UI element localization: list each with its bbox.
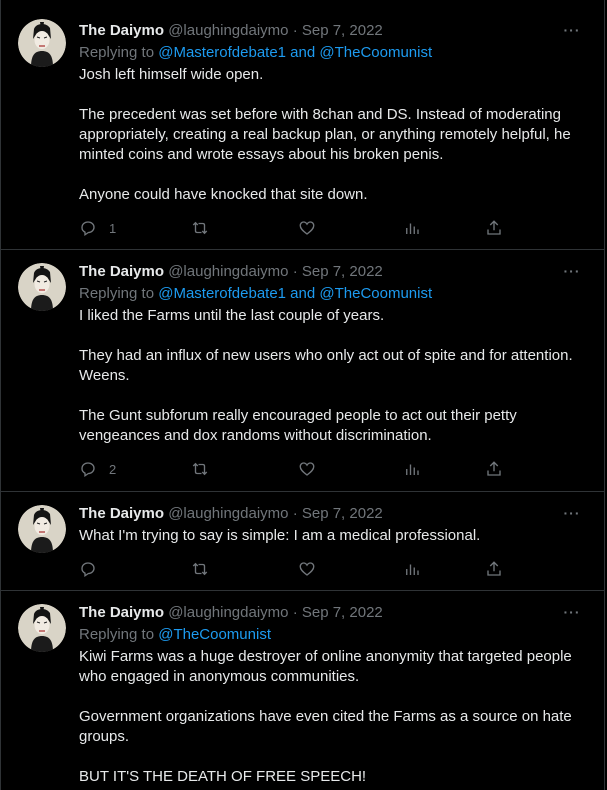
reply-icon (79, 219, 97, 237)
tweet-actions (79, 559, 509, 579)
retweet-button[interactable] (191, 218, 209, 238)
replying-label: Replying to (79, 626, 159, 643)
reply-button[interactable] (79, 559, 109, 579)
tweet[interactable] (0, 491, 605, 591)
user-handle[interactable]: @laughingdaiymo (168, 505, 289, 522)
more-icon[interactable]: ··· (563, 22, 581, 38)
retweet-icon (191, 560, 209, 578)
replying-to (79, 284, 432, 304)
avatar[interactable] (18, 604, 66, 652)
separator: · (292, 604, 298, 621)
tweet-paragraph: Kiwi Farms was a huge destroyer of online anonymity that targeted people who engaged in anonymous communities. (79, 648, 572, 685)
avatar[interactable] (18, 19, 66, 67)
share-icon (485, 560, 503, 578)
tweet[interactable] (0, 590, 605, 790)
timestamp[interactable]: Sep 7, 2022 (301, 604, 383, 621)
user-handle[interactable]: @laughingdaiymo (168, 263, 289, 280)
display-name[interactable]: The Daiymo (79, 22, 165, 39)
tweet-text (79, 526, 589, 546)
tweet-paragraph: The Gunt subforum really encouraged people to act out their petty vengeances and dox randoms without discrimination. (79, 407, 517, 444)
share-button[interactable] (485, 559, 503, 579)
reply-count: 2 (109, 461, 117, 477)
views-icon (403, 560, 421, 578)
user-handle[interactable]: @laughingdaiymo (168, 22, 289, 39)
tweet-header (79, 504, 383, 524)
replying-mentions[interactable]: @Masterofdebate1 and @TheCoomunist (158, 44, 433, 61)
share-icon (485, 460, 503, 478)
replying-mentions[interactable]: @TheCoomunist (158, 626, 271, 643)
views-button[interactable] (403, 218, 421, 238)
retweet-button[interactable] (191, 559, 209, 579)
tweet-paragraph: They had an influx of new users who only act out of spite and for attention. Weens. (79, 347, 573, 384)
tweet-header (79, 21, 383, 41)
tweet-actions (79, 459, 509, 479)
tweet-text (79, 647, 589, 787)
reply-count: 1 (109, 220, 117, 236)
replying-to (79, 625, 271, 645)
display-name[interactable]: The Daiymo (79, 263, 165, 280)
retweet-button[interactable] (191, 459, 209, 479)
retweet-icon (191, 460, 209, 478)
share-icon (485, 219, 503, 237)
retweet-icon (191, 219, 209, 237)
like-button[interactable] (298, 218, 316, 238)
replying-label: Replying to (79, 285, 159, 302)
more-icon[interactable]: ··· (563, 263, 581, 279)
tweet-paragraph: The precedent was set before with 8chan and DS. Instead of moderating appropriately, creating a real backup plan, or anything remotely helpful, he minted coins and wrote essays about his broken penis. (79, 106, 571, 163)
timestamp[interactable]: Sep 7, 2022 (301, 263, 383, 280)
avatar[interactable] (18, 263, 66, 311)
display-name[interactable]: The Daiymo (79, 604, 165, 621)
replying-label: Replying to (79, 44, 159, 61)
reply-button[interactable] (79, 218, 116, 238)
more-icon[interactable]: ··· (563, 604, 581, 620)
user-handle[interactable]: @laughingdaiymo (168, 604, 289, 621)
tweet-text (79, 306, 589, 446)
views-icon (403, 460, 421, 478)
display-name[interactable]: The Daiymo (79, 505, 165, 522)
views-button[interactable] (403, 559, 421, 579)
tweet-paragraph: Anyone could have knocked that site down. (79, 186, 368, 203)
share-button[interactable] (485, 218, 503, 238)
reply-icon (79, 560, 97, 578)
tweet-header (79, 603, 383, 623)
tweet[interactable] (0, 249, 605, 492)
share-button[interactable] (485, 459, 503, 479)
heart-icon (298, 460, 316, 478)
tweet[interactable] (0, 0, 605, 250)
tweet-paragraph: I liked the Farms until the last couple of years. (79, 307, 385, 324)
like-button[interactable] (298, 459, 316, 479)
tweet-paragraph: What I'm trying to say is simple: I am a medical professional. (79, 527, 481, 544)
reply-icon (79, 460, 97, 478)
more-icon[interactable]: ··· (563, 505, 581, 521)
tweet-paragraph: Government organizations have even cited the Farms as a source on hate groups. (79, 708, 572, 745)
timestamp[interactable]: Sep 7, 2022 (301, 505, 383, 522)
tweet-paragraph: Josh left himself wide open. (79, 66, 264, 83)
tweet-paragraph: BUT IT'S THE DEATH OF FREE SPEECH! (79, 768, 367, 785)
tweet-text (79, 65, 589, 205)
heart-icon (298, 219, 316, 237)
separator: · (292, 505, 298, 522)
heart-icon (298, 560, 316, 578)
separator: · (292, 263, 298, 280)
separator: · (292, 22, 298, 39)
replying-mentions[interactable]: @Masterofdebate1 and @TheCoomunist (158, 285, 433, 302)
views-button[interactable] (403, 459, 421, 479)
tweet-header (79, 262, 383, 282)
reply-button[interactable] (79, 459, 116, 479)
replying-to (79, 43, 432, 63)
tweet-actions (79, 218, 509, 238)
avatar[interactable] (18, 505, 66, 553)
like-button[interactable] (298, 559, 316, 579)
timestamp[interactable]: Sep 7, 2022 (301, 22, 383, 39)
views-icon (403, 219, 421, 237)
